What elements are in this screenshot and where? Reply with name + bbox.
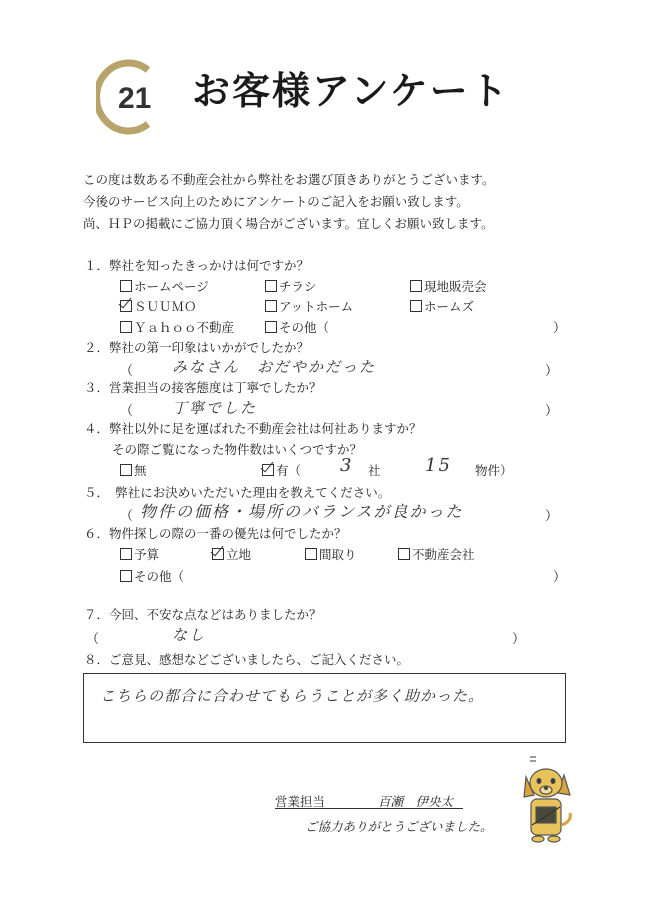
q5-open-paren: （	[120, 509, 134, 524]
q1-option-flyer[interactable]: チラシ	[265, 277, 317, 295]
mascot-dog-icon	[518, 755, 574, 845]
checkbox[interactable]	[120, 321, 132, 333]
q1-close-paren: ）	[553, 321, 567, 336]
q8-answer[interactable]: こちらの都合に合わせてもらうことが多く助かった。	[100, 687, 485, 705]
intro-line-3: 尚、ＨＰの掲載にご協力頂く場合がございます。宜しくお願い致します。	[83, 216, 494, 231]
q4-label: ４．弊社以外に足を運ばれた不動産会社は何社ありますか？	[84, 421, 422, 436]
q1-option-suumo[interactable]: ＳＵＵＭＯ	[120, 297, 197, 315]
q3-answer[interactable]: 丁寧でした	[172, 399, 258, 417]
q6-option-agency[interactable]: 不動産会社	[398, 545, 475, 563]
checkbox-checked[interactable]	[212, 548, 224, 560]
q6-option-budget[interactable]: 予算	[120, 545, 159, 563]
q5-answer[interactable]: 物件の価格・場所のバランスが良かった	[140, 502, 464, 521]
q5-close-paren: ）	[545, 509, 559, 524]
checkbox[interactable]	[265, 300, 277, 312]
q4-option-yes[interactable]: 有（	[262, 461, 301, 479]
q3-close-paren: ）	[545, 404, 559, 419]
thanks-message: ご協力ありがとうございました。	[305, 819, 493, 834]
century21-logo	[96, 56, 166, 138]
q1-option-yahoo[interactable]: Ｙａｈｏｏ不動産	[120, 318, 234, 336]
q6-option-layout[interactable]: 間取り	[305, 545, 357, 563]
comment-box[interactable]	[83, 673, 566, 743]
checkbox[interactable]	[265, 280, 277, 292]
checkbox-checked[interactable]	[120, 300, 132, 312]
q1-option-homepage[interactable]: ホームページ	[120, 277, 209, 295]
q8-label: ８．ご意見、感想などございましたら、ご記入ください。	[84, 652, 410, 667]
q2-label: ２．弊社の第一印象はいかがでしたか？	[84, 340, 310, 355]
q4-properties-count[interactable]: 15	[425, 455, 452, 476]
q7-close-paren: ）	[512, 632, 526, 647]
checkbox[interactable]	[120, 548, 132, 560]
q7-open-paren: （	[86, 632, 100, 647]
checkbox[interactable]	[410, 280, 422, 292]
q4-sublabel: その際ご覧になった物件数はいくつですか？	[112, 442, 363, 457]
intro-line-2: 今後のサービス向上のためにアンケートのご記入をお願い致します。	[83, 194, 469, 209]
checkbox[interactable]	[120, 464, 132, 476]
page-title: お客様アンケート	[192, 69, 510, 113]
checkbox-checked[interactable]	[262, 464, 274, 476]
q1-option-other[interactable]: その他（	[265, 318, 329, 336]
q6-label: ６．物件探しの際の一番の優先は何でしたか？	[84, 526, 347, 541]
q2-close-paren: ）	[545, 364, 559, 379]
q6-close-paren: ）	[553, 570, 567, 585]
q1-option-open-house[interactable]: 現地販売会	[410, 277, 487, 295]
q7-label: ７．今回、不安な点などはありましたか？	[84, 607, 322, 622]
q4-companies-unit: 社	[368, 463, 381, 478]
staff-label: 営業担当	[275, 794, 326, 809]
q2-open-paren: （	[120, 364, 134, 379]
signature-line	[275, 808, 463, 809]
q4-properties-unit: 物件）	[475, 463, 513, 478]
q7-answer[interactable]: なし	[172, 626, 207, 644]
logo-text: 21	[118, 82, 152, 115]
q6-option-other[interactable]: その他（	[120, 567, 184, 585]
q1-option-homes[interactable]: ホームズ	[410, 297, 474, 315]
q6-option-location[interactable]: 立地	[212, 545, 251, 563]
checkbox[interactable]	[410, 300, 422, 312]
checkbox[interactable]	[265, 321, 277, 333]
intro-line-1: この度は数ある不動産会社から弊社をお選び頂きありがとうございます。	[83, 172, 495, 187]
checkbox[interactable]	[398, 548, 410, 560]
q1-option-athome[interactable]: アットホーム	[265, 297, 353, 315]
q2-answer[interactable]: みなさん おだやかだった	[172, 358, 377, 376]
checkbox[interactable]	[120, 280, 132, 292]
q3-label: ３．営業担当の接客態度は丁寧でしたか？	[84, 380, 322, 395]
q5-label: ５． 弊社にお決めいただいた理由を教えてください。	[84, 485, 391, 500]
staff-name: 百瀬 伊央太	[378, 794, 454, 809]
q4-option-none[interactable]: 無	[120, 461, 147, 479]
q3-open-paren: （	[120, 404, 134, 419]
checkbox[interactable]	[120, 570, 132, 582]
q4-companies-count[interactable]: 3	[340, 455, 354, 476]
checkbox[interactable]	[305, 548, 317, 560]
q1-label: １．弊社を知ったきっかけは何ですか？	[84, 258, 310, 273]
